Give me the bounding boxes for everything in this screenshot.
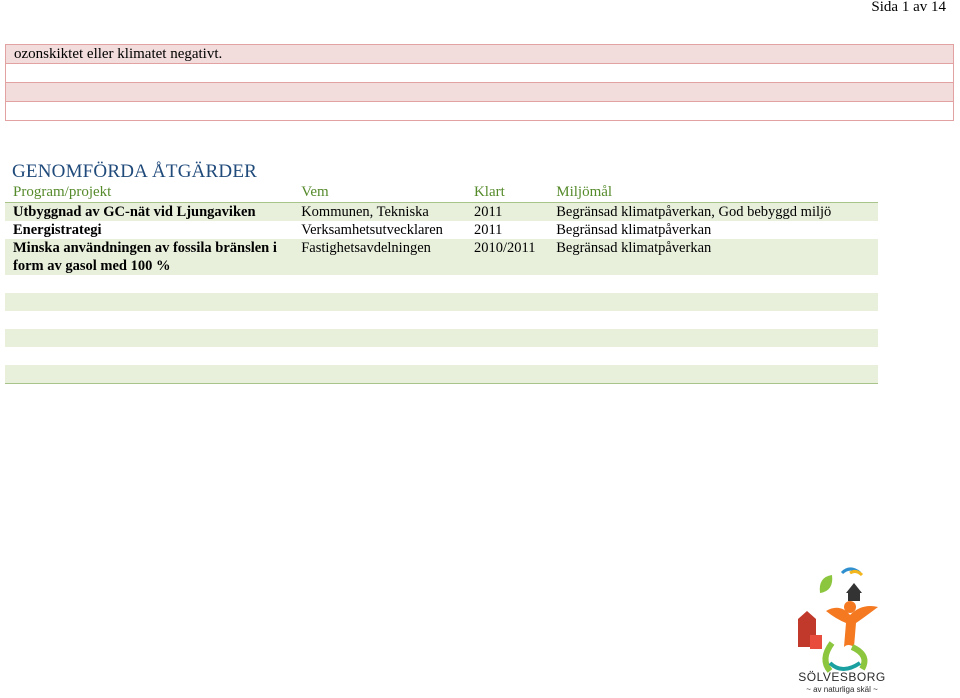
table-row [5, 239, 878, 275]
actions-table [5, 183, 878, 384]
table-cell: ozonskiktet eller klimatet negativt. [6, 45, 954, 64]
column-header-miljomal: Miljömål [548, 183, 878, 203]
table-row [6, 83, 954, 102]
table-row [5, 203, 878, 222]
cell-klart: 2010/2011 [466, 239, 548, 275]
cell-vem: Kommunen, Tekniska [293, 203, 466, 222]
cell-program: Minska användningen av fossila bränslen i form av gasol med 100 % [5, 239, 293, 275]
cell-vem: Verksamhetsutvecklaren [293, 221, 466, 239]
cell-miljomal: Begränsad klimatpåverkan, God bebyggd miljö [548, 203, 878, 222]
table-row [5, 365, 878, 384]
column-header-program: Program/projekt [5, 183, 293, 203]
table-row [6, 45, 954, 64]
cell-klart: 2011 [466, 221, 548, 239]
cell-program: Energistrategi [5, 221, 293, 239]
column-header-klart: Klart [466, 183, 548, 203]
logo-name: SÖLVESBORG [798, 670, 886, 684]
column-header-vem: Vem [293, 183, 466, 203]
table-row [5, 293, 878, 311]
table-cell [6, 83, 954, 102]
table-row [5, 275, 878, 293]
cell-miljomal: Begränsad klimatpåverkan [548, 239, 878, 275]
page-number: Sida 1 av 14 [871, 0, 946, 15]
logo-tagline: ~ av naturliga skäl ~ [806, 685, 878, 694]
table-row [5, 221, 878, 239]
table-cell [6, 102, 954, 121]
previous-table [5, 44, 954, 121]
table-cell [6, 64, 954, 83]
cell-klart: 2011 [466, 203, 548, 222]
table-row [5, 311, 878, 329]
cell-miljomal: Begränsad klimatpåverkan [548, 221, 878, 239]
cell-program: Utbyggnad av GC-nät vid Ljungaviken [5, 203, 293, 222]
table-row [5, 347, 878, 365]
table-row [5, 329, 878, 347]
table-row [6, 102, 954, 121]
cell-vem: Fastighetsavdelningen [293, 239, 466, 275]
table-row [6, 64, 954, 83]
section-heading: GENOMFÖRDA ÅTGÄRDER [12, 161, 258, 182]
